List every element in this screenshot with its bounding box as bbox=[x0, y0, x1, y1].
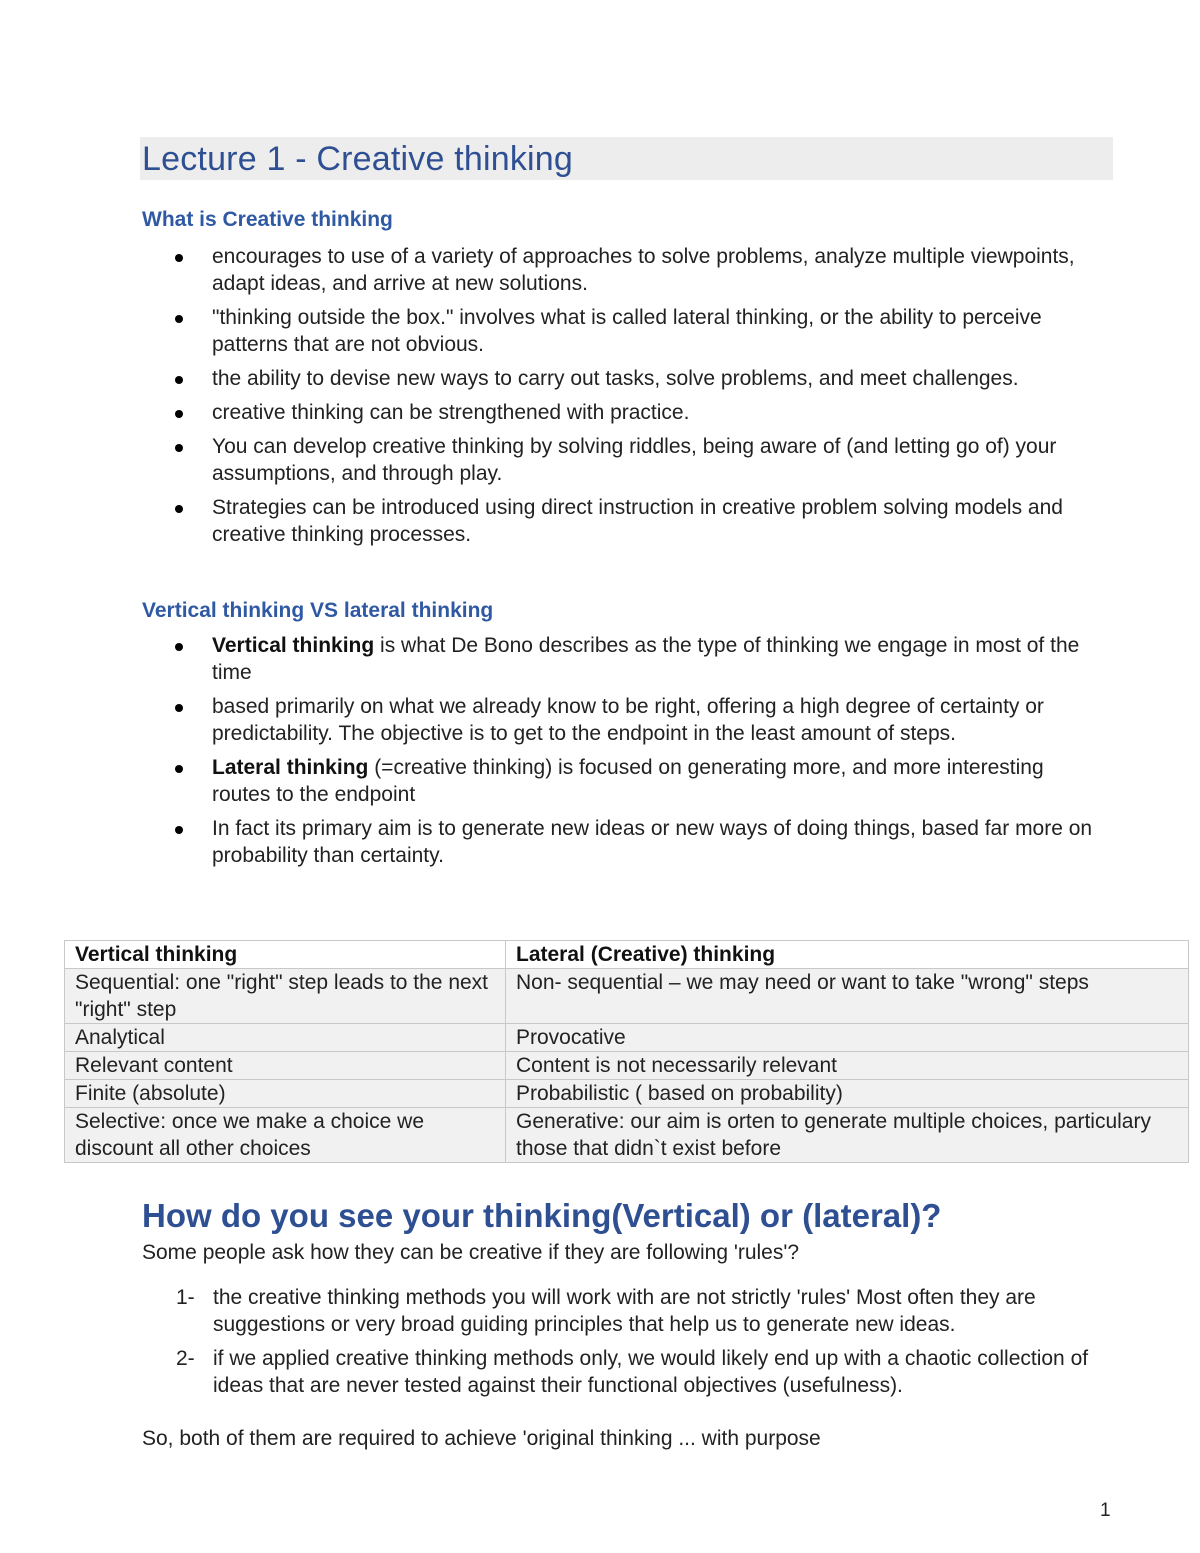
column-header-vertical: Vertical thinking bbox=[65, 941, 506, 969]
list-item: encourages to use of a variety of approaches to solve problems, analyze multiple viewpoints, adapt ideas, and arrive at new solutions. bbox=[142, 243, 1102, 297]
list-item: the ability to devise new ways to carry out tasks, solve problems, and meet challenges. bbox=[142, 365, 1102, 392]
list-item-text: (=creative thinking) is focused on generating more, and more interesting routes to the endpoint bbox=[212, 756, 1044, 806]
table-row bbox=[65, 1052, 1189, 1080]
table-header-row bbox=[65, 941, 1189, 969]
what-is-bullet-list bbox=[142, 243, 1102, 555]
numbered-list bbox=[142, 1284, 1102, 1406]
table-cell: Content is not necessarily relevant bbox=[506, 1052, 1189, 1080]
table-cell: Relevant content bbox=[65, 1052, 506, 1080]
table-cell: Probabilistic ( based on probability) bbox=[506, 1080, 1189, 1108]
list-item: based primarily on what we already know to be right, offering a high degree of certainty or predictability. The objective is to get to the endpoint in the least amount of steps. bbox=[142, 693, 1102, 747]
list-item bbox=[142, 1284, 1102, 1338]
intro-paragraph: Some people ask how they can be creative if they are following 'rules'? bbox=[142, 1241, 800, 1264]
list-item bbox=[142, 754, 1102, 808]
page-title: Lecture 1 - Creative thinking bbox=[142, 140, 574, 178]
vertical-lateral-bullet-list bbox=[142, 632, 1102, 876]
table-row bbox=[65, 1024, 1189, 1052]
conclusion-paragraph: So, both of them are required to achieve 'original thinking ... with purpose bbox=[142, 1427, 821, 1450]
table-row bbox=[65, 1080, 1189, 1108]
comparison-table bbox=[64, 940, 1189, 1163]
table-cell: Analytical bbox=[65, 1024, 506, 1052]
list-item: Strategies can be introduced using direct instruction in creative problem solving models and creative thinking processes. bbox=[142, 494, 1102, 548]
term-lateral-thinking: Lateral thinking bbox=[212, 756, 369, 779]
page-number: 1 bbox=[1100, 1500, 1111, 1521]
table-cell: Non- sequential – we may need or want to take "wrong" steps bbox=[506, 969, 1189, 1024]
section-heading-how-do-you-see: How do you see your thinking(Vertical) or (lateral)? bbox=[142, 1197, 942, 1234]
term-vertical-thinking: Vertical thinking bbox=[212, 634, 375, 657]
list-item bbox=[142, 1345, 1102, 1399]
table-cell: Finite (absolute) bbox=[65, 1080, 506, 1108]
table-cell: Selective: once we make a choice we discount all other choices bbox=[65, 1108, 506, 1163]
list-number: 1- bbox=[176, 1286, 195, 1309]
list-item: In fact its primary aim is to generate new ideas or new ways of doing things, based far more on probability than certainty. bbox=[142, 815, 1102, 869]
list-item-text: is what De Bono describes as the type of thinking we engage in most of the time bbox=[212, 634, 1080, 684]
list-item-text: if we applied creative thinking methods only, we would likely end up with a chaotic collection of ideas that are never tested against their functional objectives (usefulness). bbox=[213, 1347, 1089, 1397]
section-heading-vertical-vs-lateral: Vertical thinking VS lateral thinking bbox=[142, 599, 494, 622]
table-cell: Sequential: one "right" step leads to the next "right" step bbox=[65, 969, 506, 1024]
column-header-lateral: Lateral (Creative) thinking bbox=[506, 941, 1189, 969]
list-item: creative thinking can be strengthened with practice. bbox=[142, 399, 1102, 426]
table-cell: Generative: our aim is orten to generate multiple choices, particulary those that didn`t exist before bbox=[506, 1108, 1189, 1163]
list-number: 2- bbox=[176, 1347, 195, 1370]
list-item-text: the creative thinking methods you will work with are not strictly 'rules' Most often they are suggestions or very broad guiding principles that help us to generate new ideas. bbox=[213, 1286, 1036, 1336]
table-row bbox=[65, 1108, 1189, 1163]
section-heading-what-is: What is Creative thinking bbox=[142, 208, 393, 231]
list-item: "thinking outside the box." involves what is called lateral thinking, or the ability to perceive patterns that are not obvious. bbox=[142, 304, 1102, 358]
list-item bbox=[142, 632, 1102, 686]
table-row bbox=[65, 969, 1189, 1024]
list-item: You can develop creative thinking by solving riddles, being aware of (and letting go of) your assumptions, and through play. bbox=[142, 433, 1102, 487]
table-cell: Provocative bbox=[506, 1024, 1189, 1052]
